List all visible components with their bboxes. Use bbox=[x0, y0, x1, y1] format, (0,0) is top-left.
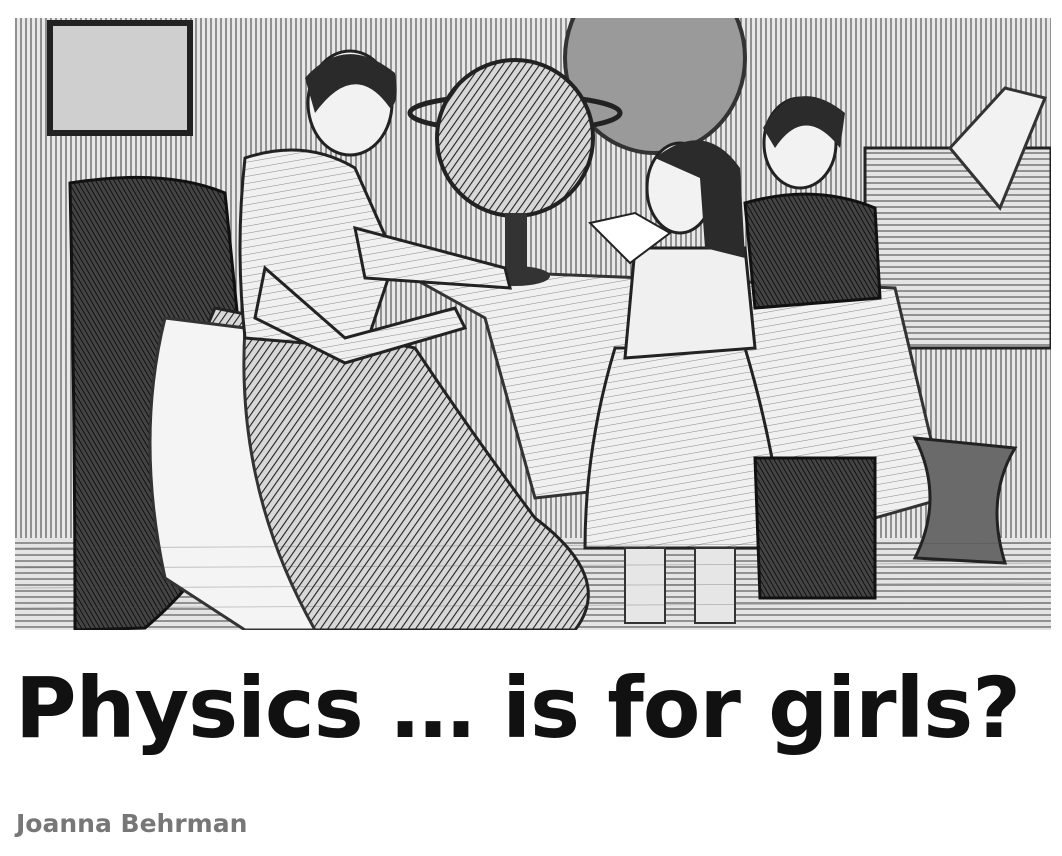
wall-picture bbox=[50, 23, 190, 133]
article-title: Physics … is for girls? bbox=[15, 659, 1021, 757]
hero-image bbox=[15, 18, 1051, 630]
author-name[interactable]: Joanna Behrman bbox=[16, 809, 248, 838]
engraving-illustration bbox=[15, 18, 1051, 630]
